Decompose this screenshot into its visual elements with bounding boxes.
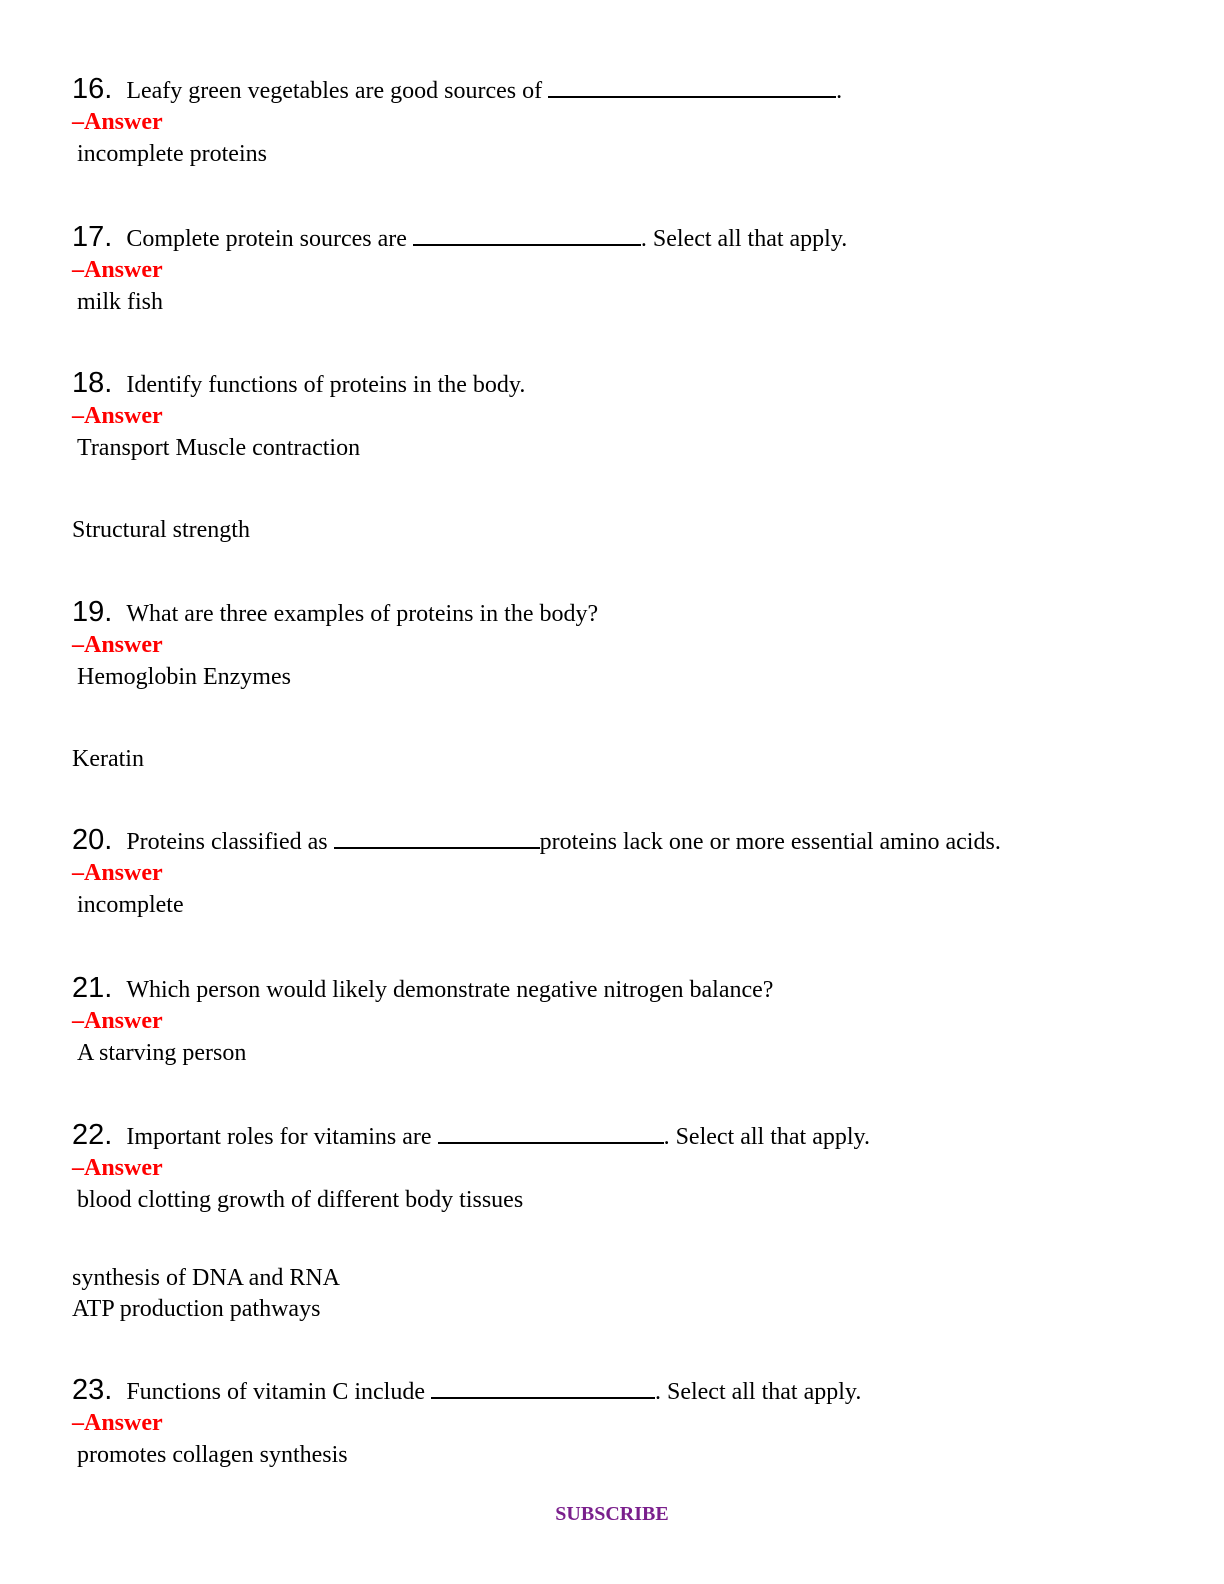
question-text: What are three examples of proteins in the body? xyxy=(126,601,599,627)
question-prompt xyxy=(72,823,1164,857)
answer-extra-line: Keratin xyxy=(72,746,144,772)
question-number: 21. xyxy=(72,972,113,1004)
question-text-after: . Select all that apply. xyxy=(654,1379,862,1405)
subscribe-link[interactable]: SUBSCRIBE xyxy=(555,1503,669,1525)
question-19 xyxy=(72,595,1164,691)
question-text: Functions of vitamin C include xyxy=(126,1379,431,1405)
question-number: 19. xyxy=(72,596,113,628)
question-text-after: . xyxy=(836,78,843,104)
question-number: 22. xyxy=(72,1119,113,1151)
question-prompt xyxy=(72,971,1164,1005)
question-text: Proteins classified as xyxy=(126,829,334,855)
answer-text: blood clotting growth of different body tissues xyxy=(77,1187,524,1213)
answer-label: –Answer xyxy=(72,1008,163,1034)
question-prompt xyxy=(72,366,1164,400)
question-prompt xyxy=(72,1373,1164,1407)
answer-extra-line: synthesis of DNA and RNA xyxy=(72,1265,340,1291)
question-number: 20. xyxy=(72,824,113,856)
answer-blank xyxy=(431,1375,655,1399)
answer-text: A starving person xyxy=(77,1040,247,1066)
answer-label: –Answer xyxy=(72,403,163,429)
question-21 xyxy=(72,971,1164,1067)
question-prompt xyxy=(72,220,1164,254)
question-prompt xyxy=(72,595,1164,629)
answer-extra-line: Structural strength xyxy=(72,517,250,543)
answer-label: –Answer xyxy=(72,632,163,658)
question-23 xyxy=(72,1373,1164,1469)
answer-blank xyxy=(334,825,540,849)
question-prompt xyxy=(72,72,1164,106)
question-text: Complete protein sources are xyxy=(126,226,413,252)
question-number: 16. xyxy=(72,73,113,105)
question-text-after: . Select all that apply. xyxy=(640,226,848,252)
question-text-after: . Select all that apply. xyxy=(663,1124,870,1150)
question-17 xyxy=(72,220,1164,316)
answer-blank xyxy=(548,74,836,98)
question-number: 23. xyxy=(72,1374,113,1406)
answer-extra-line: ATP production pathways xyxy=(72,1296,321,1322)
answer-blank xyxy=(413,222,641,246)
question-22 xyxy=(72,1118,1164,1214)
answer-text: milk fish xyxy=(77,289,164,315)
answer-label: –Answer xyxy=(72,860,163,886)
question-prompt xyxy=(72,1118,1164,1152)
question-number: 18. xyxy=(72,367,113,399)
answer-text: Hemoglobin Enzymes xyxy=(77,664,291,690)
answer-text: incomplete xyxy=(77,892,184,918)
answer-text: incomplete proteins xyxy=(77,141,267,167)
question-20 xyxy=(72,823,1164,919)
question-text: Important roles for vitamins are xyxy=(126,1124,438,1150)
question-text: Leafy green vegetables are good sources of xyxy=(126,78,549,104)
question-text: Identify functions of proteins in the body. xyxy=(126,372,526,398)
question-text: Which person would likely demonstrate negative nitrogen balance? xyxy=(126,977,774,1003)
answer-blank xyxy=(438,1120,664,1144)
answer-label: –Answer xyxy=(72,1155,163,1181)
question-16 xyxy=(72,72,1164,168)
question-18 xyxy=(72,366,1164,462)
question-number: 17. xyxy=(72,221,113,253)
question-text-after: proteins lack one or more essential amino acids. xyxy=(539,829,1001,855)
answer-label: –Answer xyxy=(72,109,163,135)
answer-text: promotes collagen synthesis xyxy=(77,1442,348,1468)
answer-text: Transport Muscle contraction xyxy=(77,435,361,461)
answer-label: –Answer xyxy=(72,257,163,283)
answer-label: –Answer xyxy=(72,1410,163,1436)
